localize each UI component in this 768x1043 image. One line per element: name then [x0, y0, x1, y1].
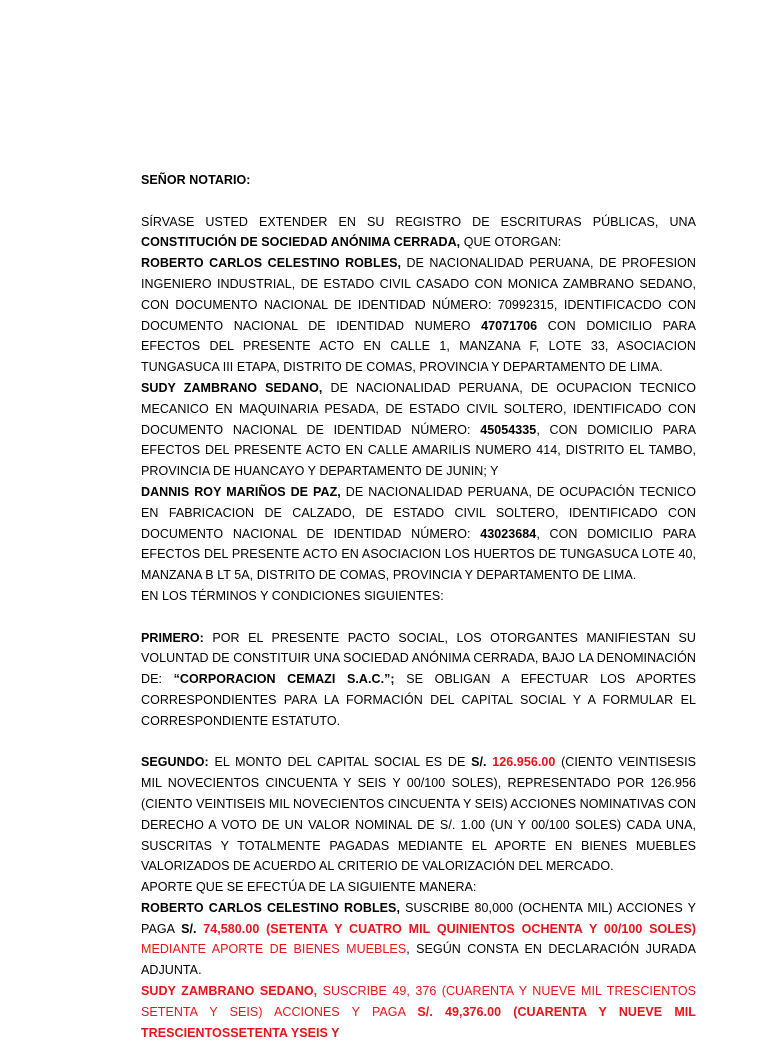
aporte2-currency: S/. — [417, 1004, 433, 1019]
document-heading: SEÑOR NOTARIO: — [141, 173, 251, 187]
clause-segundo-text: EL MONTO DEL CAPITAL SOCIAL ES DE — [208, 755, 472, 770]
capital-currency: S/. — [471, 755, 487, 770]
intro-text: SÍRVASE USTED EXTENDER EN SU REGISTRO DE ESCRITURAS PÚBLICAS, UNA — [141, 214, 696, 229]
party3-name: DANNIS ROY MARIÑOS DE PAZ, — [141, 484, 341, 499]
party2-name: SUDY ZAMBRANO SEDANO, — [141, 380, 323, 395]
party1-paragraph — [141, 253, 696, 378]
party3-dni: 43023684 — [480, 526, 537, 541]
party1-name: ROBERTO CARLOS CELESTINO ROBLES, — [141, 256, 401, 271]
aporte1-paragraph — [141, 898, 696, 981]
party2-text-end: , CON DOMICILIO PARA EFECTOS DEL PRESENTE ACTO EN CALLE AMARILIS NUMERO 414, DISTRITO EL TAMBO, PROVINCIA DE HUANCAYO Y DEPARTAMENTO DE JUNIN; Y — [141, 422, 696, 479]
clause-primero-text: POR EL PRESENTE PACTO SOCIAL, LOS OTORGANTES MANIFIESTAN SU VOLUNTAD DE CONSTITUIR UNA SOCIEDAD ANÓNIMA CERRADA, BAJO LA DENOMINACIÓN DE: — [141, 630, 696, 687]
party2-dni: 45054335 — [480, 422, 537, 437]
clause-primero — [141, 628, 696, 732]
document-page — [141, 170, 696, 1043]
aporte1-contribution: MEDIANTE APORTE DE BIENES MUEBLES — [141, 942, 407, 957]
paragraph-gap — [141, 607, 696, 628]
aporte2-text: SUSCRIBE 49, 376 (CUARENTA Y NUEVE MIL TRESCIENTOS SETENTA Y SEIS) ACCIONES Y PAGA — [141, 984, 697, 1019]
paragraph-gap — [141, 732, 696, 753]
terms-line: EN LOS TÉRMINOS Y CONDICIONES SIGUIENTES: — [141, 588, 444, 603]
clause-segundo-label: SEGUNDO: — [141, 755, 209, 770]
clause-segundo-text-end: (CIENTO VEINTISESIS MIL NOVECIENTOS CINCUENTA Y SEIS Y 00/100 SOLES), REPRESENTADO POR 126.956 (CIENTO VEINTISEIS MIL NOVECIENTOS CINCUENTA Y SEIS) ACCIONES NOMINATIVAS CON DERECHO A VOTO DE UN VALOR NOMINAL DE S/. 1.00 (UN Y 00/100 SOLES) CADA UNA, SUSCRITAS Y TOTALMENTE PAGADAS MEDIANTE EL APORTE EN BIENES MUEBLES VALORIZADOS DE ACUERDO AL CRITERIO DE VALORIZACIÓN DEL MERCADO. — [141, 755, 696, 874]
party2-paragraph — [141, 378, 696, 482]
clause-primero-label: PRIMERO: — [141, 630, 204, 645]
intro-text-end: QUE OTORGAN: — [460, 235, 562, 250]
clause-segundo — [141, 752, 696, 877]
intro-deed-type: CONSTITUCIÓN DE SOCIEDAD ANÓNIMA CERRADA, — [141, 235, 461, 250]
party2-text: DE NACIONALIDAD PERUANA, DE OCUPACION TECNICO MECANICO EN MAQUINARIA PESADA, DE ESTADO CIVIL SOLTERO, IDENTIFICADO CON DOCUMENTO NACIONAL DE IDENTIDAD NÚMERO: — [141, 380, 696, 437]
aporte1-text: SUSCRIBE 80,000 (OCHENTA MIL) ACCIONES Y PAGA — [141, 900, 696, 936]
aporte1-text-end: , SEGÚN CONSTA EN DECLARACIÓN JURADA ADJUNTA. — [141, 942, 696, 978]
aporte2-name: SUDY ZAMBRANO SEDANO, — [141, 984, 318, 999]
party3-text: DE NACIONALIDAD PERUANA, DE OCUPACIÓN TECNICO EN FABRICACION DE CALZADO, DE ESTADO CIVIL SOLTERO, IDENTIFICADO CON DOCUMENTO NACIONAL DE IDENTIDAD NÚMERO: — [141, 484, 696, 541]
aporte2-amount: 49,376.00 (CUARENTA Y NUEVE MIL TRESCIENTOSSETENTA YSEIS Y — [141, 1004, 696, 1040]
aporte1-amount: 74,580.00 (SETENTA Y CUATRO MIL QUINIENTOS OCHENTA Y 00/100 SOLES) — [196, 921, 696, 936]
party1-dni: 47071706 — [481, 318, 538, 333]
party1-text-end: CON DOMICILIO PARA EFECTOS DEL PRESENTE ACTO EN CALLE 1, MANZANA F, LOTE 33, ASOCIACION TUNGASUCA III ETAPA, DISTRITO DE COMAS, PROVINCIA Y DEPARTAMENTO DE LIMA. — [141, 318, 696, 375]
company-name: “CORPORACION CEMAZI S.A.C.”; — [173, 672, 395, 687]
aporte1-name: ROBERTO CARLOS CELESTINO ROBLES, — [141, 900, 400, 915]
aporte-intro: APORTE QUE SE EFECTÚA DE LA SIGUIENTE MANERA: — [141, 880, 477, 895]
aporte2-paragraph — [141, 981, 696, 1043]
capital-amount: 126.956.00 — [486, 755, 556, 770]
party1-text: DE NACIONALIDAD PERUANA, DE PROFESION INGENIERO INDUSTRIAL, DE ESTADO CIVIL CASADO CON MONICA ZAMBRANO SEDANO, CON DOCUMENTO NACIONAL DE IDENTIDAD NÚMERO: 70992315, IDENTIFICACDO CON DOCUMENTO NACIONAL DE IDENTIDAD NUMERO — [141, 256, 696, 333]
clause-primero-text-end: SE OBLIGAN A EFECTUAR LOS APORTES CORRESPONDIENTES PARA LA FORMACIÓN DEL CAPITAL SOCIAL Y A FORMULAR EL CORRESPONDIENTE ESTATUTO. — [141, 672, 697, 728]
aporte1-currency: S/. — [181, 921, 197, 936]
intro-paragraph — [141, 212, 696, 254]
party3-paragraph — [141, 482, 696, 586]
party3-text-end: , CON DOMICILIO PARA EFECTOS DEL PRESENTE ACTO EN ASOCIACION LOS HUERTOS DE TUNGASUCA LOTE 40, MANZANA B LT 5A, DISTRITO DE COMAS, PROVINCIA Y DEPARTAMENTO DE LIMA. — [141, 526, 696, 583]
